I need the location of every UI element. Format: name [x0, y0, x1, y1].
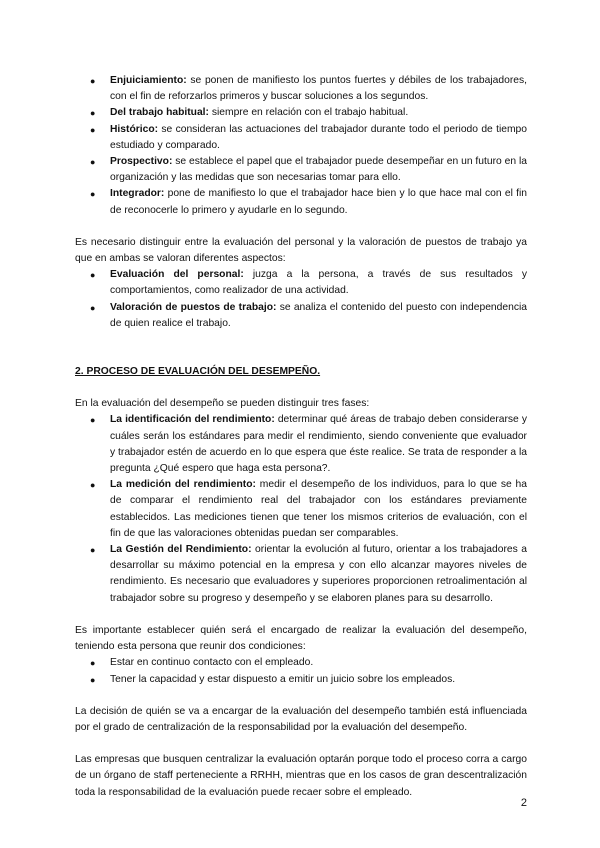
bullet-icon: ● [90, 674, 96, 685]
list-item-text: medir el desempeño de los individuos, para lo que se ha de comparar el rendimiento real del trabajador con los estándares previamente establecidos. Las mediciones tienen que tener los mismos criterios de evaluación, con el fin de que las valoraciones obtenidas puedan ser comparables. [110, 479, 528, 539]
list-item-term: Valoración de puestos de trabajo: [110, 301, 277, 313]
list-item-term: Histórico: [110, 123, 159, 135]
paragraph: En la evaluación del desempeño se pueden distinguir tres fases: [75, 398, 370, 410]
list-item [75, 267, 527, 299]
list-item-term: La Gestión del Rendimiento: [110, 544, 252, 556]
bullet-icon: ● [90, 302, 96, 313]
list-item [75, 477, 527, 542]
list-item-text: siempre en relación con el trabajo habitual. [208, 107, 409, 119]
bullet-icon: ● [90, 545, 96, 556]
paragraph: Es necesario distinguir entre la evaluación del personal y la valoración de puestos de trabajo ya que en ambas se valoran diferentes aspectos: [75, 236, 527, 265]
list-item-text: se ponen de manifiesto los puntos fuertes y débiles de los trabajadores, con el fin de reforzarlos primeros y buscar soluciones a los segundos. [110, 75, 527, 103]
list-item-text: se consideran las actuaciones del trabajador durante todo el periodo de tiempo estudiado y comparado. [110, 123, 527, 151]
evaluation-aspects-list [75, 267, 527, 332]
list-item-text: pone de manifiesto lo que el trabajador hace bien y lo que hace mal con el fin de reconocerle lo primero y ayudarle en lo segundo. [110, 188, 527, 216]
list-item [75, 154, 527, 186]
list-item [75, 542, 527, 607]
list-item-text: Tener la capacidad y estar dispuesto a emitir un juicio sobre los empleados. [110, 673, 456, 685]
list-item [75, 186, 527, 218]
list-item-text: determinar qué áreas de trabajo deben considerarse y cuáles serán los estándares para medir el rendimiento, siendo conveniente que evaluador y trabajador estén de acuerdo en lo que espera que éste realice. Se trata de responder a la pregunta ¿Qué espero que haga esta persona?. [110, 414, 527, 475]
list-item [75, 300, 527, 332]
paragraph: Las empresas que busquen centralizar la evaluación optarán porque todo el proceso corra a cargo de un órgano de staff perteneciente a RRHH, mientras que en los casos de gran descentralización toda la responsabilidad de la evaluación puede recaer sobre el empleado. [75, 754, 527, 798]
bullet-icon: ● [90, 415, 96, 426]
list-item [75, 412, 527, 477]
list-item-term: Evaluación del personal: [110, 269, 244, 281]
list-item-term: Prospectivo: [110, 156, 173, 168]
bullet-icon: ● [90, 124, 96, 135]
bullet-icon: ● [90, 189, 96, 200]
document-page [75, 73, 527, 801]
bullet-icon: ● [90, 658, 96, 669]
list-item-term: Integrador: [110, 188, 165, 200]
list-item [75, 73, 527, 105]
list-item-text: se analiza el contenido del puesto con independencia de quien realice el trabajo. [110, 301, 527, 329]
bullet-icon: ● [90, 76, 96, 86]
list-item [75, 655, 527, 671]
paragraph: Es importante establecer quién será el encargado de realizar la evaluación del desempeño, teniendo esta persona que reunir dos condiciones: [75, 624, 527, 653]
list-item-text: juzga a la persona, a través de sus resultados y comportamientos, como realizador de una actividad. [110, 269, 528, 297]
list-item [75, 672, 527, 688]
list-item-term: Enjuiciamiento: [110, 75, 187, 86]
section-heading: 2. PROCESO DE EVALUACIÓN DEL DESEMPEÑO. [75, 366, 321, 378]
bullet-icon: ● [90, 480, 96, 491]
list-item-text: se establece el papel que el trabajador puede desempeñar en un futuro en la organización y las medidas que son necesarias tomar para ello. [110, 156, 527, 184]
conditions-list [75, 655, 527, 687]
list-item-text: Estar en continuo contacto con el empleado. [110, 657, 314, 669]
bullet-icon: ● [90, 157, 96, 168]
evaluation-types-list [75, 73, 527, 219]
phases-list [75, 412, 527, 606]
list-item [75, 105, 527, 121]
bullet-icon: ● [90, 108, 96, 119]
page-number: 2 [520, 797, 527, 809]
paragraph: La decisión de quién se va a encargar de la evaluación del desempeño también está influenciada por el grado de centralización de la responsabilidad por la evaluación del desempeño. [75, 705, 527, 733]
list-item-term: Del trabajo habitual: [110, 107, 209, 119]
list-item [75, 122, 527, 154]
list-item-text: orientar la evolución al futuro, orientar a los trabajadores a desarrollar su máximo potencial en la empresa y con ello alcanzar mayores niveles de rendimiento. Es necesario que evaluadores y superiores proporcionen retroalimentación al trabajador sobre su progreso y desempeño y se elaboren planes para su desarrollo. [110, 544, 527, 604]
list-item-term: La medición del rendimiento: [110, 479, 256, 491]
bullet-icon: ● [90, 270, 96, 281]
list-item-term: La identificación del rendimiento: [110, 414, 275, 426]
